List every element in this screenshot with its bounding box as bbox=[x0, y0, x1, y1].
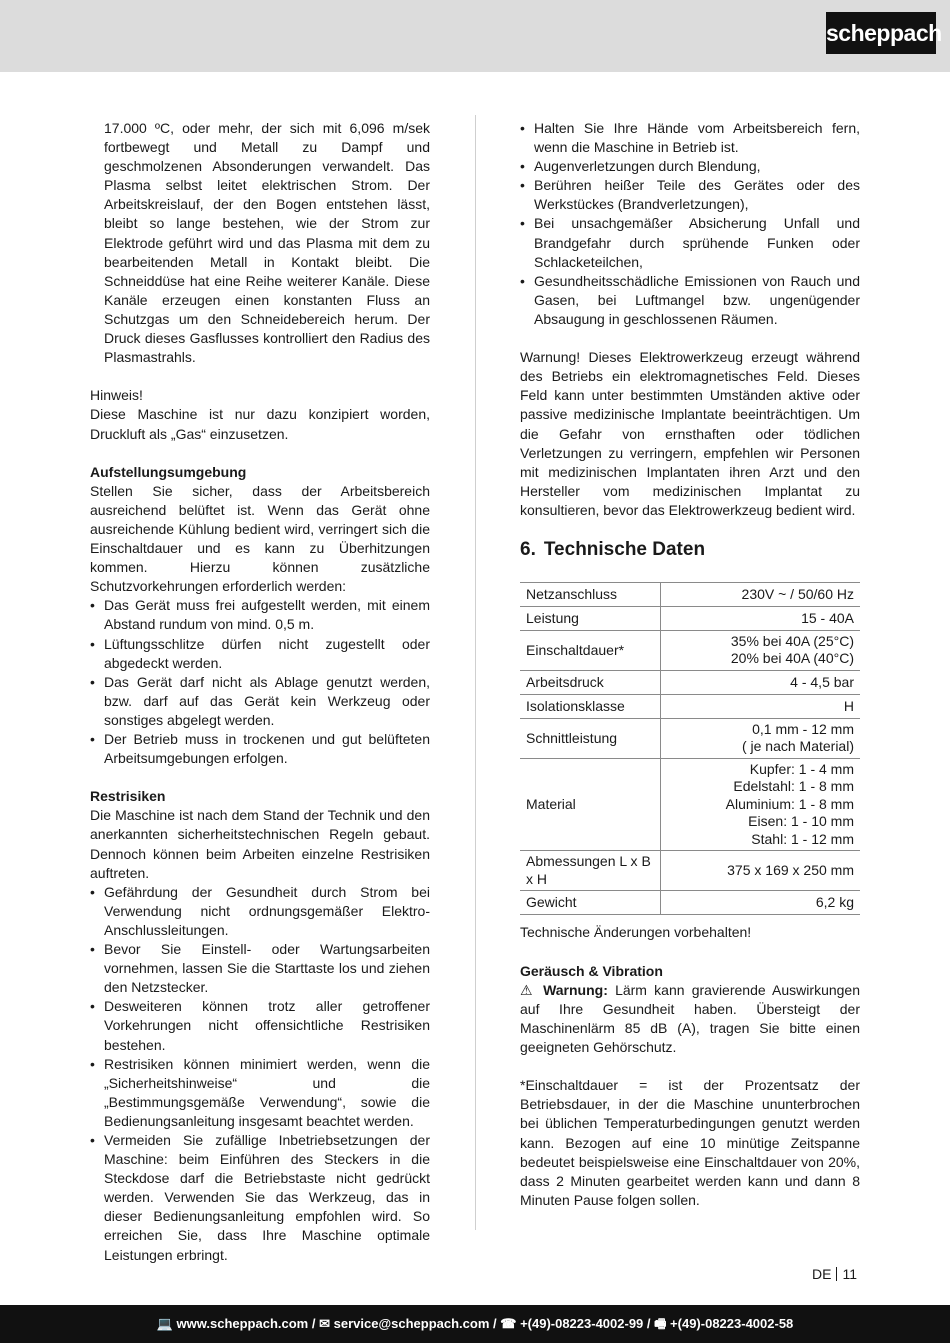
list-item: • Das Gerät muss frei aufgestellt werden, mit einem Abstand rundum von mind. 0,5 m. bbox=[90, 596, 430, 634]
spec-value-line: 35% bei 40A (25°C) bbox=[730, 632, 854, 649]
footer-separator: / bbox=[308, 1316, 320, 1331]
noise-warning-text: Lärm kann gravierende Auswirkungen auf Ihre Gesundheit haben. Übersteigt der Maschinenlärm 85 dB (A), tragen Sie bitte einen geeigneten Gehörschutz. bbox=[520, 981, 860, 1056]
spec-value-line: 0,1 mm - 12 mm bbox=[752, 720, 854, 737]
list-item: • Gesundheitsschädliche Emissionen von Rauch und Gasen, bei Luftmangel bzw. ungenügender Absaugung in geschlossenen Räumen. bbox=[520, 272, 860, 329]
setup-heading: Aufstellungsumgebung bbox=[90, 463, 247, 480]
spec-value bbox=[661, 694, 860, 718]
list-item: • Restrisiken können minimiert werden, wenn die „Sicherheitshinweise“ und die „Bestimmungsgemäße Verwendung“, sowie die Bedienungsanleitung insgesamt beachtet werden. bbox=[90, 1055, 430, 1131]
spec-value-line: 6,2 kg bbox=[815, 894, 854, 911]
spec-value bbox=[661, 670, 860, 694]
list-item: • Bevor Sie Einstell- oder Wartungsarbeiten vornehmen, lassen Sie die Starttaste los und ziehen den Netzstecker. bbox=[90, 940, 430, 997]
spec-value bbox=[661, 630, 860, 670]
table-row bbox=[520, 891, 860, 915]
header-band bbox=[0, 0, 950, 72]
page-number-value: 11 bbox=[842, 1266, 857, 1282]
list-item: • Das Gerät darf nicht als Ablage genutzt werden, bzw. darf auf das Gerät kein Werkzeug oder sonstiges abgelegt werden. bbox=[90, 673, 430, 730]
spec-label: Leistung bbox=[520, 606, 661, 630]
spec-label: Schnittleistung bbox=[520, 718, 661, 758]
spec-value-line: 375 x 169 x 250 mm bbox=[727, 862, 854, 879]
spec-value-line: Stahl: 1 - 12 mm bbox=[751, 830, 854, 847]
hint-title: Hinweis! bbox=[90, 387, 143, 404]
website-link[interactable]: www.scheppach.com bbox=[176, 1316, 309, 1331]
noise-warning-label: Warnung: bbox=[543, 981, 608, 998]
page-number bbox=[812, 1265, 857, 1283]
noise-warning bbox=[520, 981, 860, 1057]
spec-value-line: 15 - 40A bbox=[801, 609, 854, 626]
spec-value-line: 20% bei 40A (40°C) bbox=[730, 650, 854, 667]
table-row bbox=[520, 582, 860, 606]
fax-icon: 🖷 bbox=[654, 1316, 667, 1331]
spec-label: Gewicht bbox=[520, 891, 661, 915]
tech-note: Technische Änderungen vorbehalten! bbox=[520, 924, 752, 941]
warning-icon: ⚠ bbox=[520, 981, 536, 998]
spec-value-line: Aluminium: 1 - 8 mm bbox=[725, 795, 854, 812]
section-title: Technische Daten bbox=[543, 538, 706, 560]
spec-value-line: Kupfer: 1 - 4 mm bbox=[749, 760, 854, 777]
footer-bar bbox=[0, 1305, 950, 1343]
page-language: DE bbox=[812, 1266, 832, 1282]
duty-cycle-note: *Einschaltdauer = ist der Prozentsatz der Betriebsdauer, in der die Maschine ununterbrochen bei üblichen Temperaturbedingungen genutzt werden kann. Bezogen auf eine 10 minütige Zeitspanne bedeutet beispielsweise eine Einschaltdauer von 20%, dass 2 Minuten gearbeitet werden kann und dann 8 Minuten Pause folgen sollen. bbox=[520, 1077, 860, 1208]
list-item: • Lüftungsschlitze dürfen nicht zugestellt oder abgedeckt werden. bbox=[90, 635, 430, 673]
spec-value bbox=[661, 891, 860, 915]
footer-separator: / bbox=[489, 1316, 501, 1331]
table-row bbox=[520, 694, 860, 718]
emf-warning: Warnung! Dieses Elektrowerkzeug erzeugt während des Betriebs ein elektromagnetisches Feld. Dieses Feld kann unter bestimmten Umständen aktive oder passive medizinische Implantate beeinträchtigen. Um die Gefahr von ernsthaften oder tödlichen Verletzungen zu verringern, empfehlen wir Personen mit medizinischen Implantaten ihren Arzt und den Hersteller vom medizinischen Implantat zu konsultieren, bevor das Elektrowerkzeug bedient wird. bbox=[520, 349, 860, 518]
hazard-list bbox=[520, 119, 860, 329]
page-separator bbox=[836, 1267, 837, 1281]
list-item: • Der Betrieb muss in trockenen und gut belüfteten Arbeitsumgebungen erfolgen. bbox=[90, 730, 430, 768]
mail-icon: ✉ bbox=[319, 1316, 330, 1331]
spec-label: Netzanschluss bbox=[520, 582, 661, 606]
footer-separator: / bbox=[643, 1316, 655, 1331]
table-row bbox=[520, 670, 860, 694]
plasma-paragraph: 17.000 ºC, oder mehr, der sich mit 6,096 m/sek fortbewegt und Metall zu Dampf und geschmolzenen Absonderungen verwandelt. Das Plasma selbst leitet elektrischen Strom. Der Arbeitskreislauf, der den Bogen entstehen lässt, bleibt so lange bestehen, wie der Strom zur Elektrode geführt wird und das Plasma mit dem zu bearbeitenden Metall in Kontakt bleibt. Die Schneiddüse hat eine Reihe weiterer Kanäle. Diese Kanäle erzeugen einen konstanten Fluss an Schutzgas um den Schneidebereich herum. Der Druck dieses Gasflusses kontrolliert den Radius des Plasmastrahls. bbox=[104, 120, 430, 366]
list-item: • Desweiteren können trotz aller getroffener Vorkehrungen nicht offensichtliche Restrisiken bestehen. bbox=[90, 997, 430, 1054]
spec-value-line: Edelstahl: 1 - 8 mm bbox=[733, 778, 854, 795]
spec-table bbox=[520, 582, 860, 916]
spec-label: Abmessungen L x B x H bbox=[520, 851, 661, 891]
spec-value-line: 230V ~ / 50/60 Hz bbox=[741, 585, 854, 602]
spec-value bbox=[661, 851, 860, 891]
spec-value bbox=[661, 582, 860, 606]
email-link[interactable]: service@scheppach.com bbox=[333, 1316, 490, 1331]
list-item: • Halten Sie Ihre Hände vom Arbeitsbereich fern, wenn die Maschine in Betrieb ist. bbox=[520, 119, 860, 157]
noise-heading: Geräusch & Vibration bbox=[520, 962, 663, 979]
spec-value-line: 4 - 4,5 bar bbox=[790, 673, 854, 690]
table-row bbox=[520, 718, 860, 758]
list-item: • Gefährdung der Gesundheit durch Strom bei Verwendung nicht ordnungsgemäßer Elektro-Anschlussleitungen. bbox=[90, 883, 430, 940]
spec-label: Material bbox=[520, 758, 661, 851]
setup-list bbox=[90, 596, 430, 768]
setup-text: Stellen Sie sicher, dass der Arbeitsbereich ausreichend belüftet ist. Wenn das Gerät ohne ausreichende Kühlung bedient wird, verringert sich die Einschaltdauer und es kann zu Überhitzungen kommen. Hierzu können zusätzliche Schutzvorkehrungen erforderlich werden: bbox=[90, 482, 430, 595]
spec-value-line: H bbox=[843, 697, 854, 714]
hint-text: Diese Maschine ist nur dazu konzipiert worden, Druckluft als „Gas“ einzusetzen. bbox=[90, 406, 430, 442]
list-item: • Bei unsachgemäßer Absicherung Unfall und Brandgefahr durch sprühende Funken oder Schlacketeilchen, bbox=[520, 214, 860, 271]
list-item: • Vermeiden Sie zufällige Inbetriebsetzungen der Maschine: beim Einführen des Steckers in die Steckdose darf die Betriebstaste nicht gedrückt werden. Verwenden Sie das Werkzeug, das in dieser Bedienungsanleitung empfohlen wird. So erreichen Sie, dass Ihre Maschine optimale Leistungen erbringt. bbox=[90, 1131, 430, 1265]
risk-text: Die Maschine ist nach dem Stand der Technik und den anerkannten sicherheitstechnischen Regeln gebaut. Dennoch können beim Arbeiten einzelne Restrisiken auftreten. bbox=[90, 807, 430, 881]
fax-number: +(49)-08223-4002-58 bbox=[670, 1316, 794, 1331]
table-row bbox=[520, 630, 860, 670]
brand-logo: scheppach bbox=[826, 12, 936, 54]
computer-icon: 💻 bbox=[156, 1316, 173, 1331]
risk-list bbox=[90, 883, 430, 1265]
list-item: • Berühren heißer Teile des Gerätes oder des Werkstückes (Brandverletzungen), bbox=[520, 176, 860, 214]
spec-value bbox=[661, 758, 860, 851]
section-heading bbox=[520, 538, 860, 562]
spec-value bbox=[661, 718, 860, 758]
section-number: 6. bbox=[520, 538, 536, 560]
table-row bbox=[520, 758, 860, 851]
spec-value bbox=[661, 606, 860, 630]
spec-label: Einschaltdauer* bbox=[520, 630, 661, 670]
table-row bbox=[520, 606, 860, 630]
spec-label: Arbeitsdruck bbox=[520, 670, 661, 694]
risk-heading: Restrisiken bbox=[90, 788, 166, 805]
spec-label: Isolationsklasse bbox=[520, 694, 661, 718]
right-column bbox=[520, 119, 860, 1210]
table-row bbox=[520, 851, 860, 891]
phone-icon: ☎ bbox=[500, 1316, 517, 1331]
phone-number: +(49)-08223-4002-99 bbox=[520, 1316, 644, 1331]
list-item: • Augenverletzungen durch Blendung, bbox=[520, 157, 860, 176]
column-divider bbox=[475, 115, 476, 1230]
left-column bbox=[90, 119, 430, 1265]
spec-value-line: Eisen: 1 - 10 mm bbox=[748, 813, 854, 830]
spec-value-line: ( je nach Material) bbox=[741, 738, 854, 755]
